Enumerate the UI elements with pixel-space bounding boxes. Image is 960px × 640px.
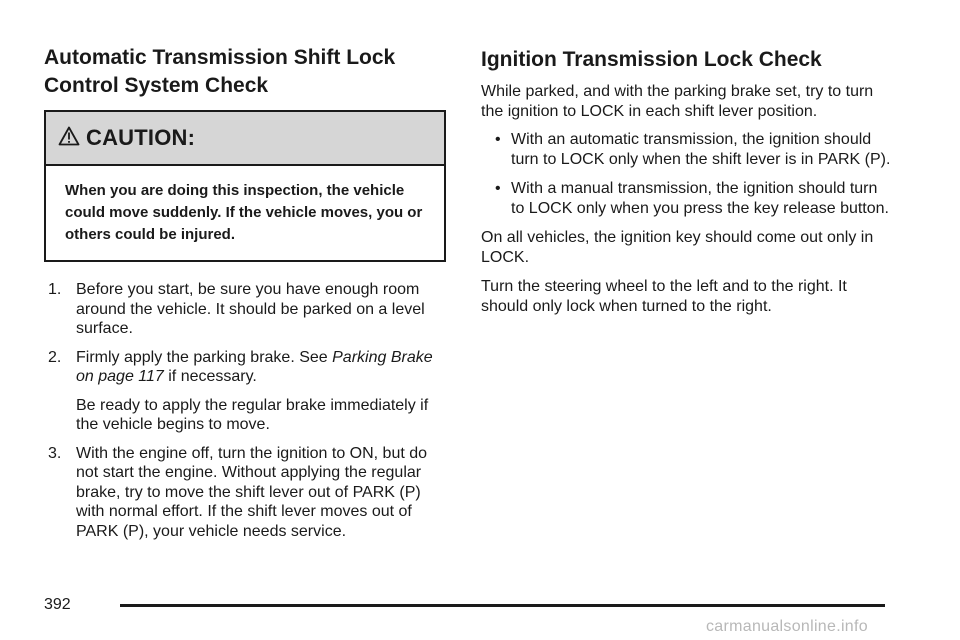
step-text-after: if necessary. [163,368,257,385]
list-item [495,130,891,169]
list-item [48,444,446,542]
paragraph-all-vehicles: On all vehicles, the ignition key should come out only in LOCK. [481,229,874,266]
list-item [495,179,891,218]
caution-text: When you are doing this inspection, the vehicle could move suddenly. If the vehicle moves, you or others could be injured. [65,182,423,243]
bullet-text: With a manual transmission, the ignition should turn to LOCK only when you press the key release button. [511,180,889,217]
list-item [48,280,446,339]
step-text: Before you start, be sure you have enough room around the vehicle. It should be parked on a level surface. [76,281,425,337]
left-column [44,44,446,550]
parking-brake-reference-link[interactable]: Parking Brake on page 117 [76,348,433,385]
intro-paragraph: While parked, and with the parking brake set, try to turn the ignition to LOCK in each shift lever position. [481,83,874,120]
caution-header [46,112,444,166]
step-text: With the engine off, turn the ignition to ON, but do not start the engine. Without applying the regular brake, try to move the shift lever out of PARK (P) with normal effort. If the shift lever moves out of PARK (P), your vehicle needs service. [76,444,428,540]
watermark: carmanualsonline.info [706,618,868,635]
bullet-text: With an automatic transmission, the ignition should turn to LOCK only when the shift lever is in PARK (P). [511,131,891,168]
bullet-icon: • [495,180,501,197]
bullet-list [481,130,891,218]
step-subtext: Be ready to apply the regular brake immediately if the vehicle begins to move. [76,396,429,433]
caution-box [44,110,446,262]
step-text: Firmly apply the parking brake. See [76,348,333,366]
caution-title: CAUTION: [86,125,196,150]
list-item [48,348,446,435]
footer-divider [120,604,885,607]
warning-triangle-icon [58,126,80,146]
step-number: 2. [48,348,62,366]
paragraph-steering-wheel: Turn the steering wheel to the left and to the right. It should only lock when turned to the right. [481,278,847,315]
bullet-icon: • [495,131,501,148]
step-number: 1. [48,281,62,298]
step-number: 3. [48,444,62,462]
right-column [481,44,891,326]
check-steps-list [44,280,446,541]
section-heading-ignition-lock: Ignition Transmission Lock Check [481,48,822,71]
section-heading-shift-lock: Automatic Transmission Shift Lock Control System Check [44,46,396,97]
page-number: 392 [44,596,71,613]
